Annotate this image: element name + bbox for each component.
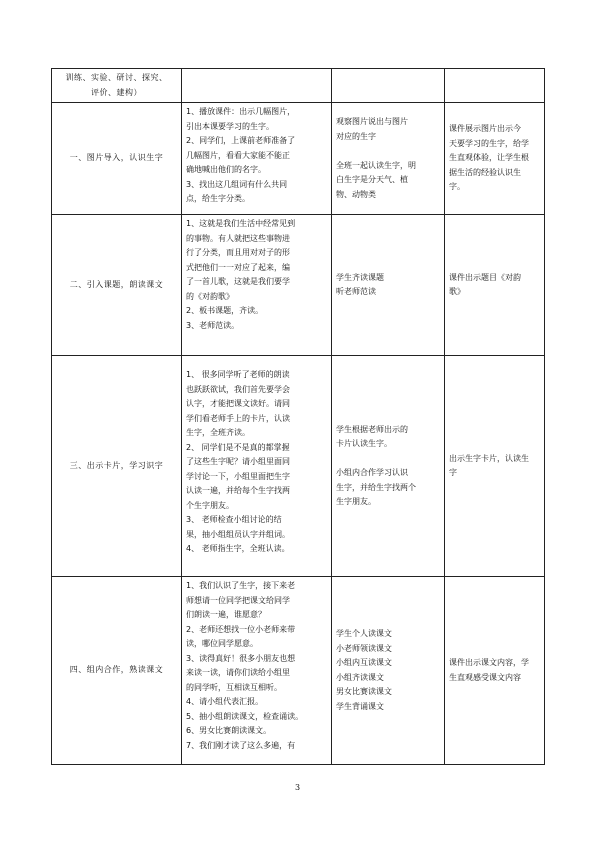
text-line: 的同学听，互相读互相听。 [186,682,282,692]
text-line: 小组齐读课文 [336,672,384,682]
text-line: 观察图片说出与图片 [336,117,408,126]
text-line: 生字，全班齐读。 [186,428,250,437]
text-line [336,144,440,159]
teacher-activity-cell [182,215,332,356]
text-line: 生直观体验，让学生根 [449,153,529,163]
text-line: 读，哪位同学愿意。 [186,639,258,648]
text-line: 4、 老师指生字，全班认读。 [186,544,290,553]
text-line: 2、同学们，上课前老师准备了 [186,136,296,145]
text-line: 学生背诵课文 [336,701,384,711]
text-line: 全班一起认读生字，明 [336,160,416,170]
stage-cell: 三、出示卡片，学习识字 [52,356,182,577]
text-line: 天要学习的生字，给学 [449,138,529,148]
text-line: 3、老师范读。 [186,320,240,330]
student-activity-cell [332,577,445,765]
text-line: 引出本课要学习的生字。 [186,121,274,131]
table-row [52,577,545,765]
teacher-activity-cell [182,577,332,765]
text-line: 白生字是分天气、植 [336,175,408,184]
text-line: 个生字朋友。 [186,500,234,510]
text-line: 字。 [449,182,465,192]
text-line [336,452,440,467]
text-line: 学们看老师手上的卡片，认读 [186,413,290,423]
text-line: 歌》 [449,287,465,296]
text-line: 了这些生字呢？请小组里面同 [186,457,290,466]
text-line: 4、请小组代表汇报。 [186,697,264,706]
design-intent-cell [445,577,545,765]
stage-cell: 四、组内合作，熟读课文 [52,577,182,765]
table-row [52,103,545,215]
page-number: 3 [294,783,301,792]
text-line: 小组内合作学习认识 [336,468,408,477]
text-line: 了一首儿歌，这就是我们要学 [186,277,290,286]
text-line: 点，给生字分类。 [186,194,250,203]
text-line: 也跃跃欲试，我们首先要学会 [186,384,290,394]
text-line: 学生个人读课文 [336,629,392,638]
text-line: 式把他们一一对应了起来，编 [186,262,290,272]
text-line: 1、我们认识了生字，接下来老 [186,581,296,590]
student-activity-cell [332,356,445,577]
header-empty-cell [182,69,332,103]
stage-header-line: 评价、建构） [91,87,142,97]
student-activity-cell [332,215,445,356]
stage-header-line: 训练、实验、研讨、探究、 [65,73,168,82]
teacher-activity-cell [182,103,332,215]
text-line: 的事物。有人就把这些事物进 [186,233,290,243]
text-line: 5、抽小组朗读课文，检查诵读。 [186,711,304,721]
text-line: 据生活的经验认识生 [449,167,521,177]
text-line: 果，抽小组组员认字并组词。 [186,529,290,539]
text-line: 字 [449,468,457,477]
text-line: 1、这就是我们生活中经常见到 [186,219,296,228]
text-line: 卡片认读生字。 [336,439,392,448]
text-line: 1、播放课件：出示几幅图片， [186,107,296,116]
text-line: 听老师范读 [336,287,376,296]
text-line: 小组内互读课文 [336,658,392,667]
text-line: 行了分类，而且用对对子的形 [186,248,290,257]
text-line: 2、板书课题，齐读。 [186,306,264,315]
stage-cell: 一、图片导入，认识生字 [52,103,182,215]
text-line: 1、 很多同学听了老师的朗读 [186,370,290,379]
text-line: 确地喊出他们的名字。 [186,165,266,174]
header-row [52,69,545,103]
design-intent-cell [445,215,545,356]
table-row [52,215,545,356]
text-line: 男女比赛读课文 [336,687,392,696]
text-line: 3、 老师检查小组讨论的结 [186,515,282,524]
text-line: 师想请一位同学把课文给同学 [186,595,290,605]
text-line: 2、老师还想找一位小老师来带 [186,624,296,634]
text-line: 出示生字卡片，认读生 [449,453,529,463]
text-line: 生直观感受课文内容 [449,672,521,682]
text-line: 课件出示题目《对韵 [449,272,521,282]
table-row [52,356,545,577]
text-line: 3、找出这几组词有什么共同 [186,179,288,189]
text-line: 课件展示图片出示今 [449,124,521,134]
text-line: 生字，并给生字找两个 [336,482,416,492]
text-line: 学讨论一下，小组里面把生字 [186,471,290,481]
lesson-plan-table [51,68,545,765]
text-line: 几幅图片，看看大家能不能正 [186,150,290,160]
text-line: 小老师领读课文 [336,643,392,653]
student-activity-cell [332,103,445,215]
header-empty-cell [332,69,445,103]
design-intent-cell [445,356,545,577]
design-intent-cell [445,103,545,215]
teacher-activity-cell [182,356,332,577]
text-line: 的《对韵歌》 [186,291,234,301]
stage-cell: 二、引入课题，朗读课文 [52,215,182,356]
text-line: 课件出示课文内容，学 [449,658,529,667]
text-line: 们朗读一遍，谁愿意？ [186,610,266,619]
text-line: 对应的生字 [336,131,376,141]
text-line: 来读一读，请你们读给小组里 [186,668,290,677]
text-line: 认字，才能把课文读好。请同 [186,399,290,408]
text-line: 物、动物类 [336,189,376,199]
text-line: 6、男女比赛朗读课文。 [186,726,272,735]
text-line: 2、 同学们是不是真的都掌握 [186,442,290,452]
stage-header-cell [52,69,182,103]
text-line: 学生根据老师出示的 [336,424,408,434]
text-line: 3、读得真好！很多小朋友也想 [186,653,296,663]
text-line: 生字朋友。 [336,497,376,506]
text-line: 认读一遍，并给每个生字找两 [186,486,290,495]
text-line: 学生齐读课题 [336,272,384,282]
text-line: 7、我们刚才读了这么多遍，有 [186,740,296,750]
header-empty-cell [445,69,545,103]
